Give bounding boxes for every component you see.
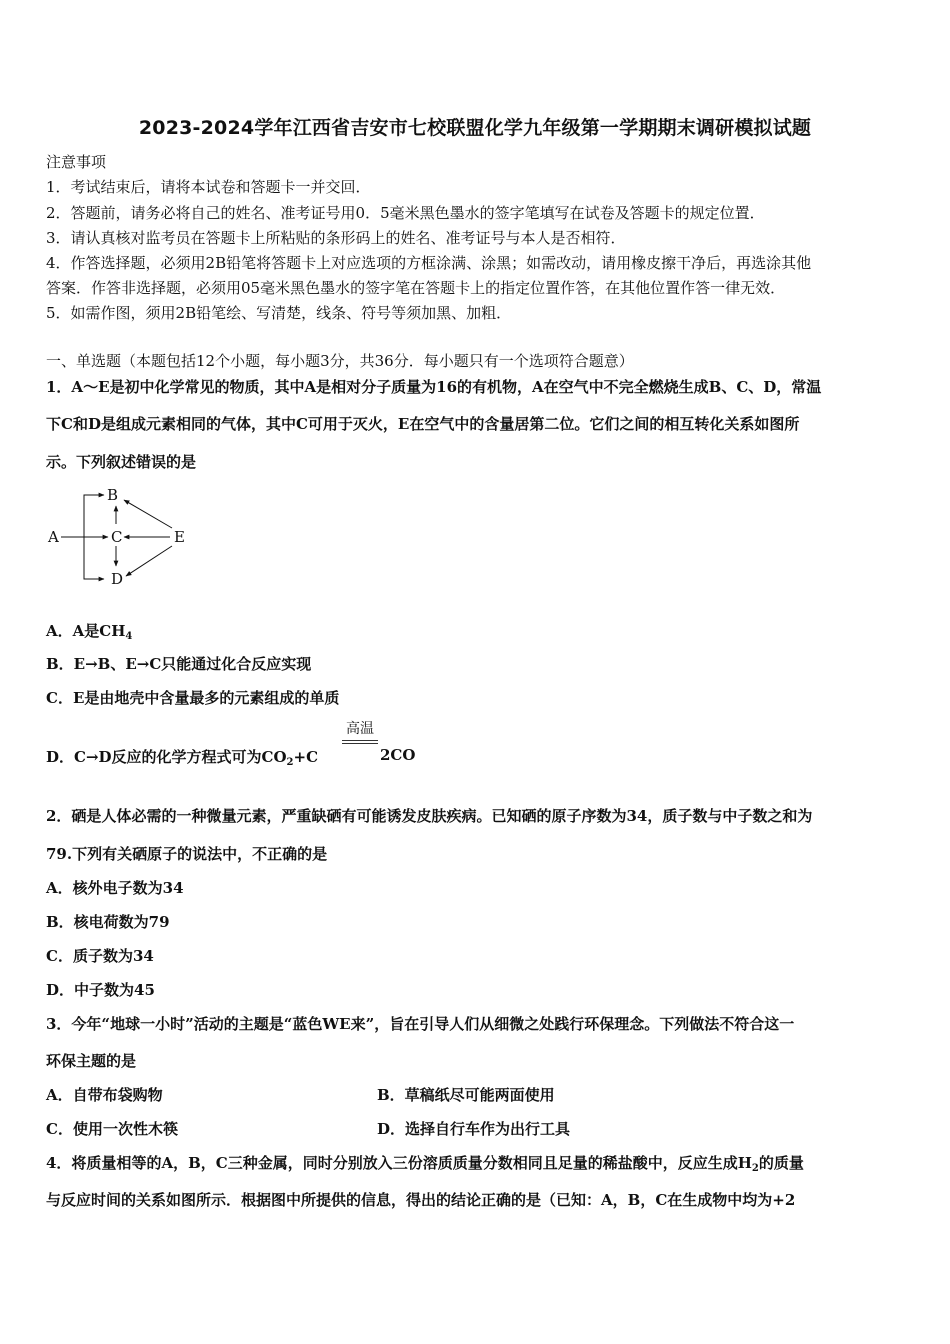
q1-stem-line-2: 下C和D是组成元素相同的气体，其中C可用于灭火，E在空气中的含量居第二位。它们之间的相互转化关系如图所 [46, 415, 800, 433]
q3-option-c: C．使用一次性木筷 [46, 1120, 178, 1138]
q1-option-a-sub: 4 [125, 631, 133, 642]
diagram-label-d: D [111, 570, 124, 588]
q3-option-a: A．自带布袋购物 [46, 1086, 163, 1104]
notice-item-3: 3．请认真核对监考员在答题卡上所粘贴的条形码上的姓名、准考证号与本人是否相符． [46, 229, 626, 247]
q3-stem-line-1: 3．今年“地球一小时”活动的主题是“蓝色WE来”，旨在引导人们从细微之处践行环保理念。下列做法不符合这一 [46, 1015, 795, 1033]
q4-stem-line-1 [46, 1152, 804, 1174]
diagram-label-b: B [107, 486, 119, 504]
reaction-equals-bar-bottom [342, 743, 378, 744]
arrow-a-to-d [84, 537, 104, 579]
q1-option-d-text: D．C→D反应的化学方程式可为CO [46, 748, 287, 766]
q1-option-d-sub: 2 [286, 757, 294, 768]
q4-stem-line-2: 与反应时间的关系如图所示．根据图中所提供的信息，得出的结论正确的是（已知：A，B，C在生成物中均为+2 [46, 1191, 796, 1209]
reaction-equals-bar-top [342, 740, 378, 741]
reaction-condition: 高温 [346, 721, 374, 737]
q1-option-d-product: 2CO [380, 746, 416, 764]
notice-item-4: 4．作答选择题，必须用2B铅笔将答题卡上对应选项的方框涂满、涂黑；如需改动，请用橡皮擦干净后，再选涂其他 [46, 254, 812, 272]
q2-option-c: C．质子数为34 [46, 947, 154, 965]
q2-stem-line-1: 2．硒是人体必需的一种微量元素，严重缺硒有可能诱发皮肤疾病。已知硒的原子序数为34，质子数与中子数之和为 [46, 807, 813, 825]
notice-item-2: 2．答题前，请务必将自己的姓名、准考证号用0．5毫米黑色墨水的签字笔填写在试卷及答题卡的规定位置． [46, 204, 765, 222]
q4-stem-sub: 2 [751, 1163, 759, 1174]
q1-option-c: C．E是由地壳中含量最多的元素组成的单质 [46, 689, 340, 707]
arrow-a-to-b [84, 495, 104, 537]
page-title: 2023-2024学年江西省吉安市七校联盟化学九年级第一学期期末调研模拟试题 [138, 117, 812, 139]
notice-item-5: 5．如需作图，须用2B铅笔绘、写清楚，线条、符号等须加黑、加粗． [46, 304, 512, 322]
q1-option-d [46, 746, 318, 768]
q1-option-a-text: A．A是CH [46, 622, 126, 640]
diagram-label-c: C [111, 528, 123, 546]
notice-item-1: 1．考试结束后，请将本试卷和答题卡一并交回． [46, 178, 371, 196]
q2-option-d: D．中子数为45 [46, 981, 155, 999]
q1-stem-line-3: 示。下列叙述错误的是 [46, 453, 197, 471]
q3-option-d: D．选择自行车作为出行工具 [377, 1120, 571, 1138]
q1-stem-line-1: 1．A～E是初中化学常见的物质，其中A是相对分子质量为16的有机物，A在空气中不完全燃烧生成B、C、D，常温 [46, 378, 822, 396]
section-heading: 一、单选题（本题包括12个小题，每小题3分，共36分．每小题只有一个选项符合题意） [46, 352, 634, 370]
arrow-e-to-b [124, 500, 172, 528]
q4-stem-text: 4．将质量相等的A，B，C三种金属，同时分别放入三份溶质质量分数相同且足量的稀盐酸中，反应生成H [46, 1154, 752, 1172]
q1-option-d-reactant: +C [293, 748, 319, 766]
q2-option-a: A．核外电子数为34 [46, 879, 184, 897]
diagram-label-a: A [48, 528, 59, 546]
arrow-e-to-d [126, 546, 172, 576]
notice-heading: 注意事项 [46, 153, 107, 171]
diagram-label-e: E [174, 528, 185, 546]
q3-stem-line-2: 环保主题的是 [46, 1052, 137, 1070]
q1-relation-diagram [40, 480, 200, 595]
notice-item-4-cont: 答案．作答非选择题，必须用05毫米黑色墨水的签字笔在答题卡上的指定位置作答，在其他位置作答一律无效． [46, 279, 786, 297]
q4-stem-suffix: 的质量 [758, 1154, 804, 1172]
q1-option-a [46, 620, 132, 642]
q3-option-b: B．草稿纸尽可能两面使用 [377, 1086, 555, 1104]
q1-option-b: B．E→B、E→C只能通过化合反应实现 [46, 655, 312, 673]
q2-stem-line-2: 79.下列有关硒原子的说法中，不正确的是 [46, 845, 328, 863]
q2-option-b: B．核电荷数为79 [46, 913, 170, 931]
